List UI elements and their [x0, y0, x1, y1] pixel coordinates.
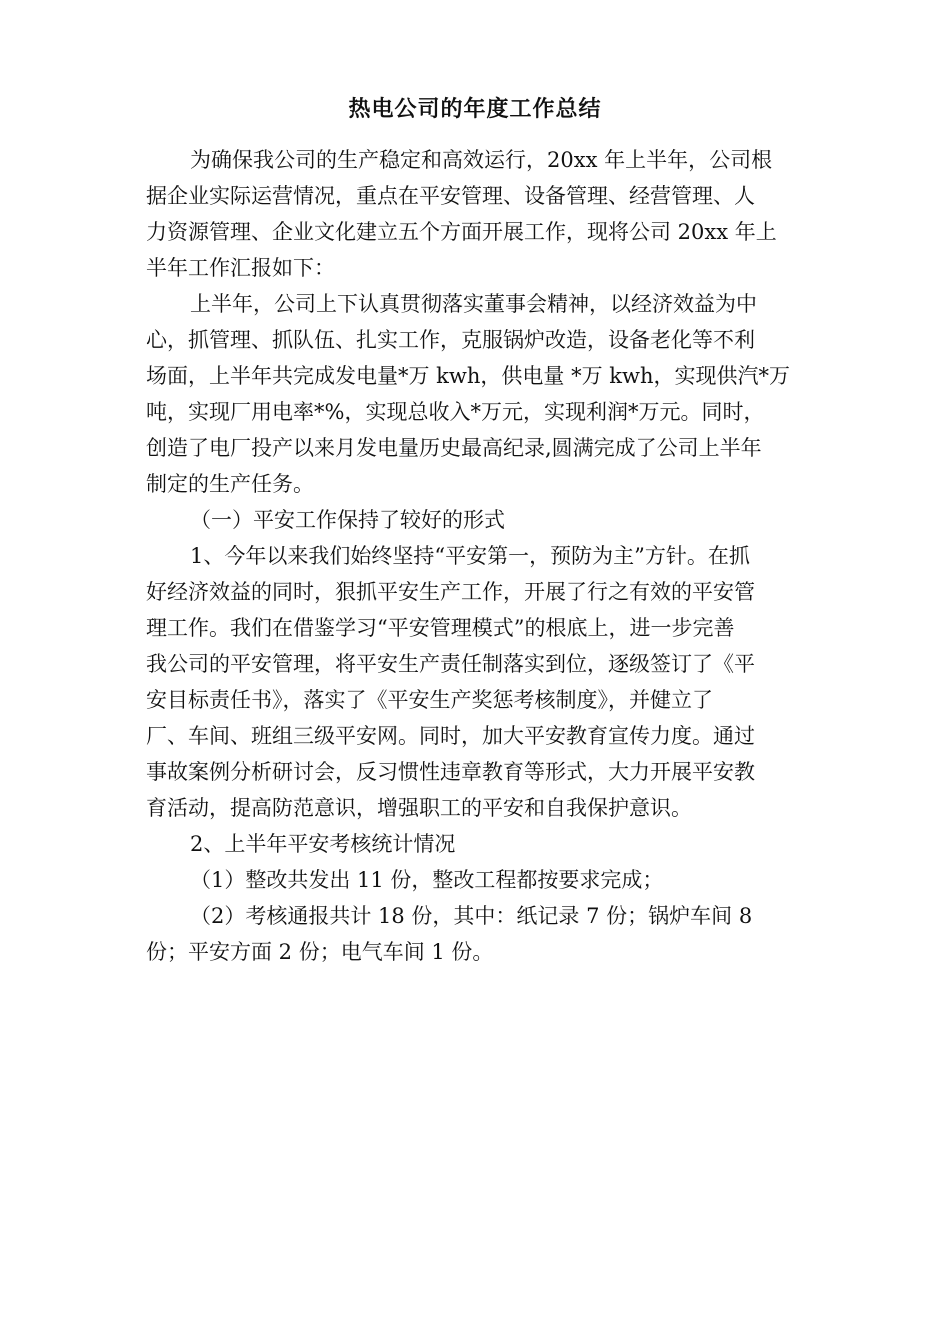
paragraph-3-line-4: 我公司的平安管理，将平安生产责任制落实到位，逐级签订了《平: [146, 652, 755, 676]
paragraph-3-line-2: 好经济效益的同时，狠抓平安生产工作，开展了行之有效的平安管: [146, 580, 755, 604]
paragraph-1-line-2: 据企业实际运营情况，重点在平安管理、设备管理、经营管理、人: [146, 184, 755, 208]
paragraph-3-line-8: 育活动，提高防范意识，增强职工的平安和自我保护意识。: [146, 796, 692, 820]
paragraph-3-line-5: 安目标责任书》，落实了《平安生产奖惩考核制度》，并健立了: [146, 688, 713, 712]
paragraph-3-line-1: 1、今年以来我们始终坚持“平安第一，预防为主”方针。在抓: [190, 544, 750, 568]
paragraph-3-line-3: 理工作。我们在借鉴学习“平安管理模式”的根底上，进一步完善: [146, 616, 735, 640]
paragraph-3-line-7: 事故案例分析研讨会，反习惯性违章教育等形式，大力开展平安教: [146, 760, 755, 784]
paragraph-1-line-1: 为确保我公司的生产稳定和高效运行，20xx 年上半年，公司根: [190, 148, 773, 172]
paragraph-1-line-4: 半年工作汇报如下：: [146, 256, 335, 280]
section-heading-1: （一）平安工作保持了较好的形式: [190, 508, 505, 532]
list-item-2-line-1: （2）考核通报共计 18 份，其中：纸记录 7 份；锅炉车间 8: [190, 904, 753, 928]
paragraph-2-line-4: 吨，实现厂用电率*%，实现总收入*万元，实现利润*万元。同时，: [146, 400, 765, 424]
paragraph-2-line-3: 场面，上半年共完成发电量*万 kwh，供电量 *万 kwh，实现供汽*万: [146, 364, 790, 388]
paragraph-2-line-1: 上半年，公司上下认真贯彻落实董事会精神，以经济效益为中: [190, 292, 757, 316]
list-item-2-line-2: 份；平安方面 2 份；电气车间 1 份。: [146, 940, 494, 964]
document-body: [146, 142, 806, 970]
paragraph-1-line-3: 力资源管理、企业文化建立五个方面开展工作，现将公司 20xx 年上: [146, 220, 777, 244]
subsection-heading-2: 2、上半年平安考核统计情况: [190, 832, 456, 856]
document-title: 热电公司的年度工作总结: [348, 97, 602, 122]
paragraph-2-line-6: 制定的生产任务。: [146, 472, 314, 496]
paragraph-2-line-5: 创造了电厂投产以来月发电量历史最高纪录,圆满完成了公司上半年: [146, 436, 762, 460]
list-item-1: （1）整改共发出 11 份，整改工程都按要求完成；: [190, 868, 664, 892]
paragraph-3-line-6: 厂、车间、班组三级平安网。同时，加大平安教育宣传力度。通过: [146, 724, 755, 748]
paragraph-2-line-2: 心，抓管理、抓队伍、扎实工作，克服锅炉改造，设备老化等不利: [146, 328, 755, 352]
